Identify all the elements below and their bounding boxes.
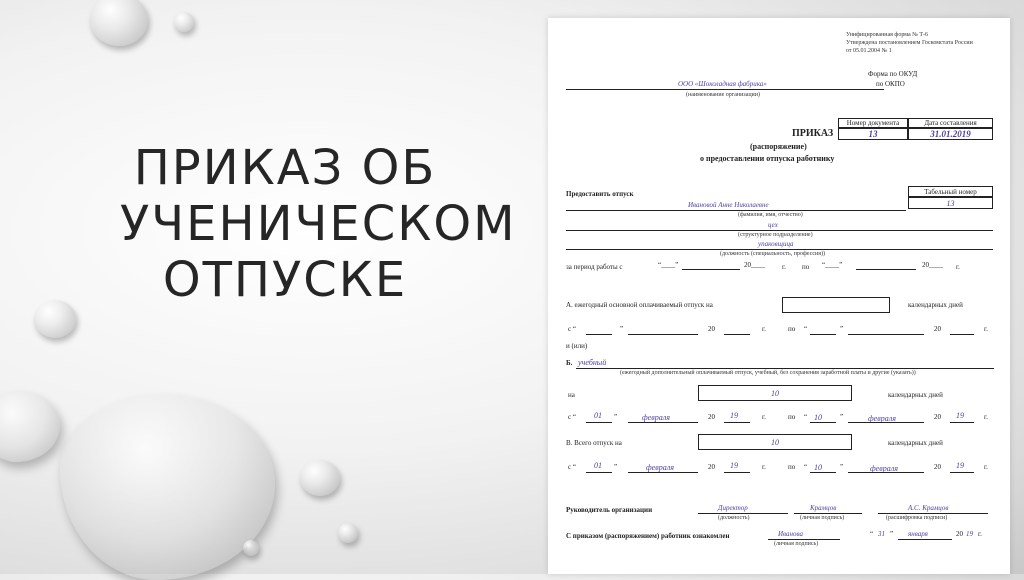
tab-number: 13 bbox=[908, 197, 993, 209]
water-drop bbox=[243, 540, 259, 556]
section-v-q2: “ bbox=[804, 463, 808, 471]
section-b-days: 10 bbox=[771, 389, 779, 398]
title-line-2: УЧЕНИЧЕСКОМ bbox=[120, 196, 517, 252]
section-v-g: г. bbox=[762, 463, 766, 471]
doc-date-header: Дата составления bbox=[908, 118, 993, 128]
section-b-q2: “ bbox=[804, 413, 808, 421]
section-b-po: по bbox=[788, 413, 796, 421]
organization-caption: (наименование организации) bbox=[686, 92, 760, 98]
work-period-prefix: за период работы с bbox=[566, 263, 623, 271]
section-b-g2: г. bbox=[984, 413, 988, 421]
section-v-days: 10 bbox=[771, 438, 779, 447]
section-v-label: В. Всего отпуск на bbox=[566, 439, 622, 447]
slide-title bbox=[120, 140, 517, 308]
position-caption: (должность (специальность, профессия)) bbox=[720, 251, 825, 257]
section-v-from-month: февраля bbox=[646, 463, 674, 472]
section-b-caption: (ежегодный дополнительный оплачиваемый отпуск, учебный, без сохранения заработной платы и другие (указать)) bbox=[620, 370, 916, 376]
section-v-days-box bbox=[698, 434, 852, 450]
section-v-g2: г. bbox=[984, 463, 988, 471]
position: упаковщица bbox=[758, 240, 794, 248]
work-period-g1: г. bbox=[782, 263, 786, 271]
work-period-g2: г. bbox=[956, 263, 960, 271]
section-b-to-day: 10 bbox=[814, 413, 822, 422]
section-v-y20: 20 bbox=[708, 463, 715, 471]
water-drop bbox=[338, 523, 358, 543]
section-b-q3: ” bbox=[840, 413, 844, 421]
title-line-1: ПРИКАЗ ОБ bbox=[133, 140, 437, 196]
department: цех bbox=[768, 221, 778, 229]
section-v-from: с “ bbox=[568, 463, 576, 471]
okud-label: Форма по ОКУД bbox=[868, 70, 918, 78]
water-drop bbox=[90, 0, 148, 46]
ack-q-close: ” bbox=[890, 530, 894, 538]
okpo-label: по ОКПО bbox=[876, 80, 905, 88]
section-b-from-month: февраля bbox=[642, 413, 670, 422]
order-title: ПРИКАЗ bbox=[792, 128, 834, 139]
water-drop bbox=[174, 12, 194, 32]
section-b-from-year: 19 bbox=[730, 411, 738, 420]
form-header-1: Унифицированная форма № Т-6 bbox=[846, 32, 929, 38]
ack-y20: 20 bbox=[956, 530, 963, 538]
water-drop bbox=[60, 395, 275, 580]
head-label: Руководитель организации bbox=[566, 506, 653, 514]
and-or: и (или) bbox=[566, 342, 588, 350]
section-b-to-year: 19 bbox=[956, 411, 964, 420]
section-b-label: Б. bbox=[566, 359, 573, 367]
section-b-from-day: 01 bbox=[594, 411, 602, 420]
work-period-to-year: 20____ bbox=[922, 261, 943, 269]
section-a-cal-days: календарных дней bbox=[908, 301, 963, 309]
section-a-y20b: 20 bbox=[934, 325, 941, 333]
head-name-caption: (расшифровка подписи) bbox=[886, 515, 948, 521]
section-b-na: на bbox=[568, 391, 575, 399]
department-caption: (структурное подразделение) bbox=[738, 232, 813, 238]
ack-day: 31 bbox=[878, 530, 885, 538]
section-b-y20: 20 bbox=[708, 413, 715, 421]
order-subtitle: (распоряжение) bbox=[750, 142, 807, 151]
grant-label: Предоставить отпуск bbox=[566, 190, 634, 198]
name-caption: (фамилия, имя, отчество) bbox=[738, 212, 803, 218]
water-drop bbox=[34, 300, 76, 338]
section-v-from-year: 19 bbox=[730, 461, 738, 470]
work-period-to: “____” bbox=[822, 261, 843, 269]
section-v-to-day: 10 bbox=[814, 463, 822, 472]
section-v-cal-days: календарных дней bbox=[888, 439, 943, 447]
order-subject: о предоставлении отпуска работнику bbox=[700, 154, 835, 163]
section-b-days-box bbox=[698, 385, 852, 401]
section-a-y20: 20 bbox=[708, 325, 715, 333]
section-b-cal-days: календарных дней bbox=[888, 391, 943, 399]
head-signature: Крамцов bbox=[810, 504, 837, 512]
section-a-label: А. ежегодный основной оплачиваемый отпуск на bbox=[566, 301, 713, 309]
head-position: Директор bbox=[718, 504, 748, 512]
form-header-3: от 05.01.2004 № 1 bbox=[846, 48, 892, 54]
section-v-q3: ” bbox=[840, 463, 844, 471]
work-period-from: “____” bbox=[658, 261, 679, 269]
section-a-q-close2: ” bbox=[840, 325, 844, 333]
order-form-document bbox=[548, 18, 1010, 574]
work-period-from-year: 20____ bbox=[744, 261, 765, 269]
section-b-g: г. bbox=[762, 413, 766, 421]
section-b-y20b: 20 bbox=[934, 413, 941, 421]
head-position-caption: (должность) bbox=[718, 515, 750, 521]
head-name: А.С. Крамцов bbox=[908, 504, 949, 512]
section-b-type: учебный bbox=[578, 358, 607, 367]
section-v-q1: ” bbox=[614, 463, 618, 471]
head-signature-caption: (личная подпись) bbox=[800, 515, 845, 521]
ack-signature-caption: (личная подпись) bbox=[774, 541, 819, 547]
section-a-g2: г. bbox=[984, 325, 988, 333]
section-a-q-open: “ bbox=[804, 325, 808, 333]
water-drop bbox=[0, 392, 60, 462]
section-a-q-close: ” bbox=[620, 325, 624, 333]
doc-date: 31.01.2019 bbox=[908, 128, 993, 140]
work-period-po: по bbox=[802, 263, 810, 271]
ack-g: г. bbox=[978, 530, 982, 538]
section-v-y20b: 20 bbox=[934, 463, 941, 471]
section-v-to-year: 19 bbox=[956, 461, 964, 470]
section-b-to-month: февраля bbox=[868, 414, 896, 423]
section-b-from: с “ bbox=[568, 413, 576, 421]
section-v-to-month: февраля bbox=[870, 464, 898, 473]
ack-label: С приказом (распоряжением) работник ознакомлен bbox=[566, 532, 730, 540]
title-line-3: ОТПУСКЕ bbox=[162, 252, 408, 308]
organization-name: ООО «Шоколадная фабрика» bbox=[678, 80, 767, 88]
section-v-from-day: 01 bbox=[594, 461, 602, 470]
ack-q-open: “ bbox=[870, 530, 874, 538]
section-a-po: по bbox=[788, 325, 796, 333]
section-v-po: по bbox=[788, 463, 796, 471]
ack-year: 19 bbox=[966, 530, 973, 538]
ack-month: января bbox=[908, 530, 928, 538]
employee-name: Ивановой Анне Николаевне bbox=[688, 201, 769, 209]
tab-number-header: Табельный номер bbox=[908, 186, 993, 197]
section-b-q1: ” bbox=[614, 413, 618, 421]
section-a-g: г. bbox=[762, 325, 766, 333]
form-header-2: Утверждена постановлением Госкомстата России bbox=[846, 40, 973, 46]
doc-number: 13 bbox=[838, 128, 908, 140]
section-a-days-box bbox=[782, 297, 890, 313]
water-drop bbox=[300, 460, 340, 496]
section-a-from: с “ bbox=[568, 325, 576, 333]
ack-signature: Иванова bbox=[778, 530, 804, 538]
doc-number-header: Номер документа bbox=[838, 118, 908, 128]
